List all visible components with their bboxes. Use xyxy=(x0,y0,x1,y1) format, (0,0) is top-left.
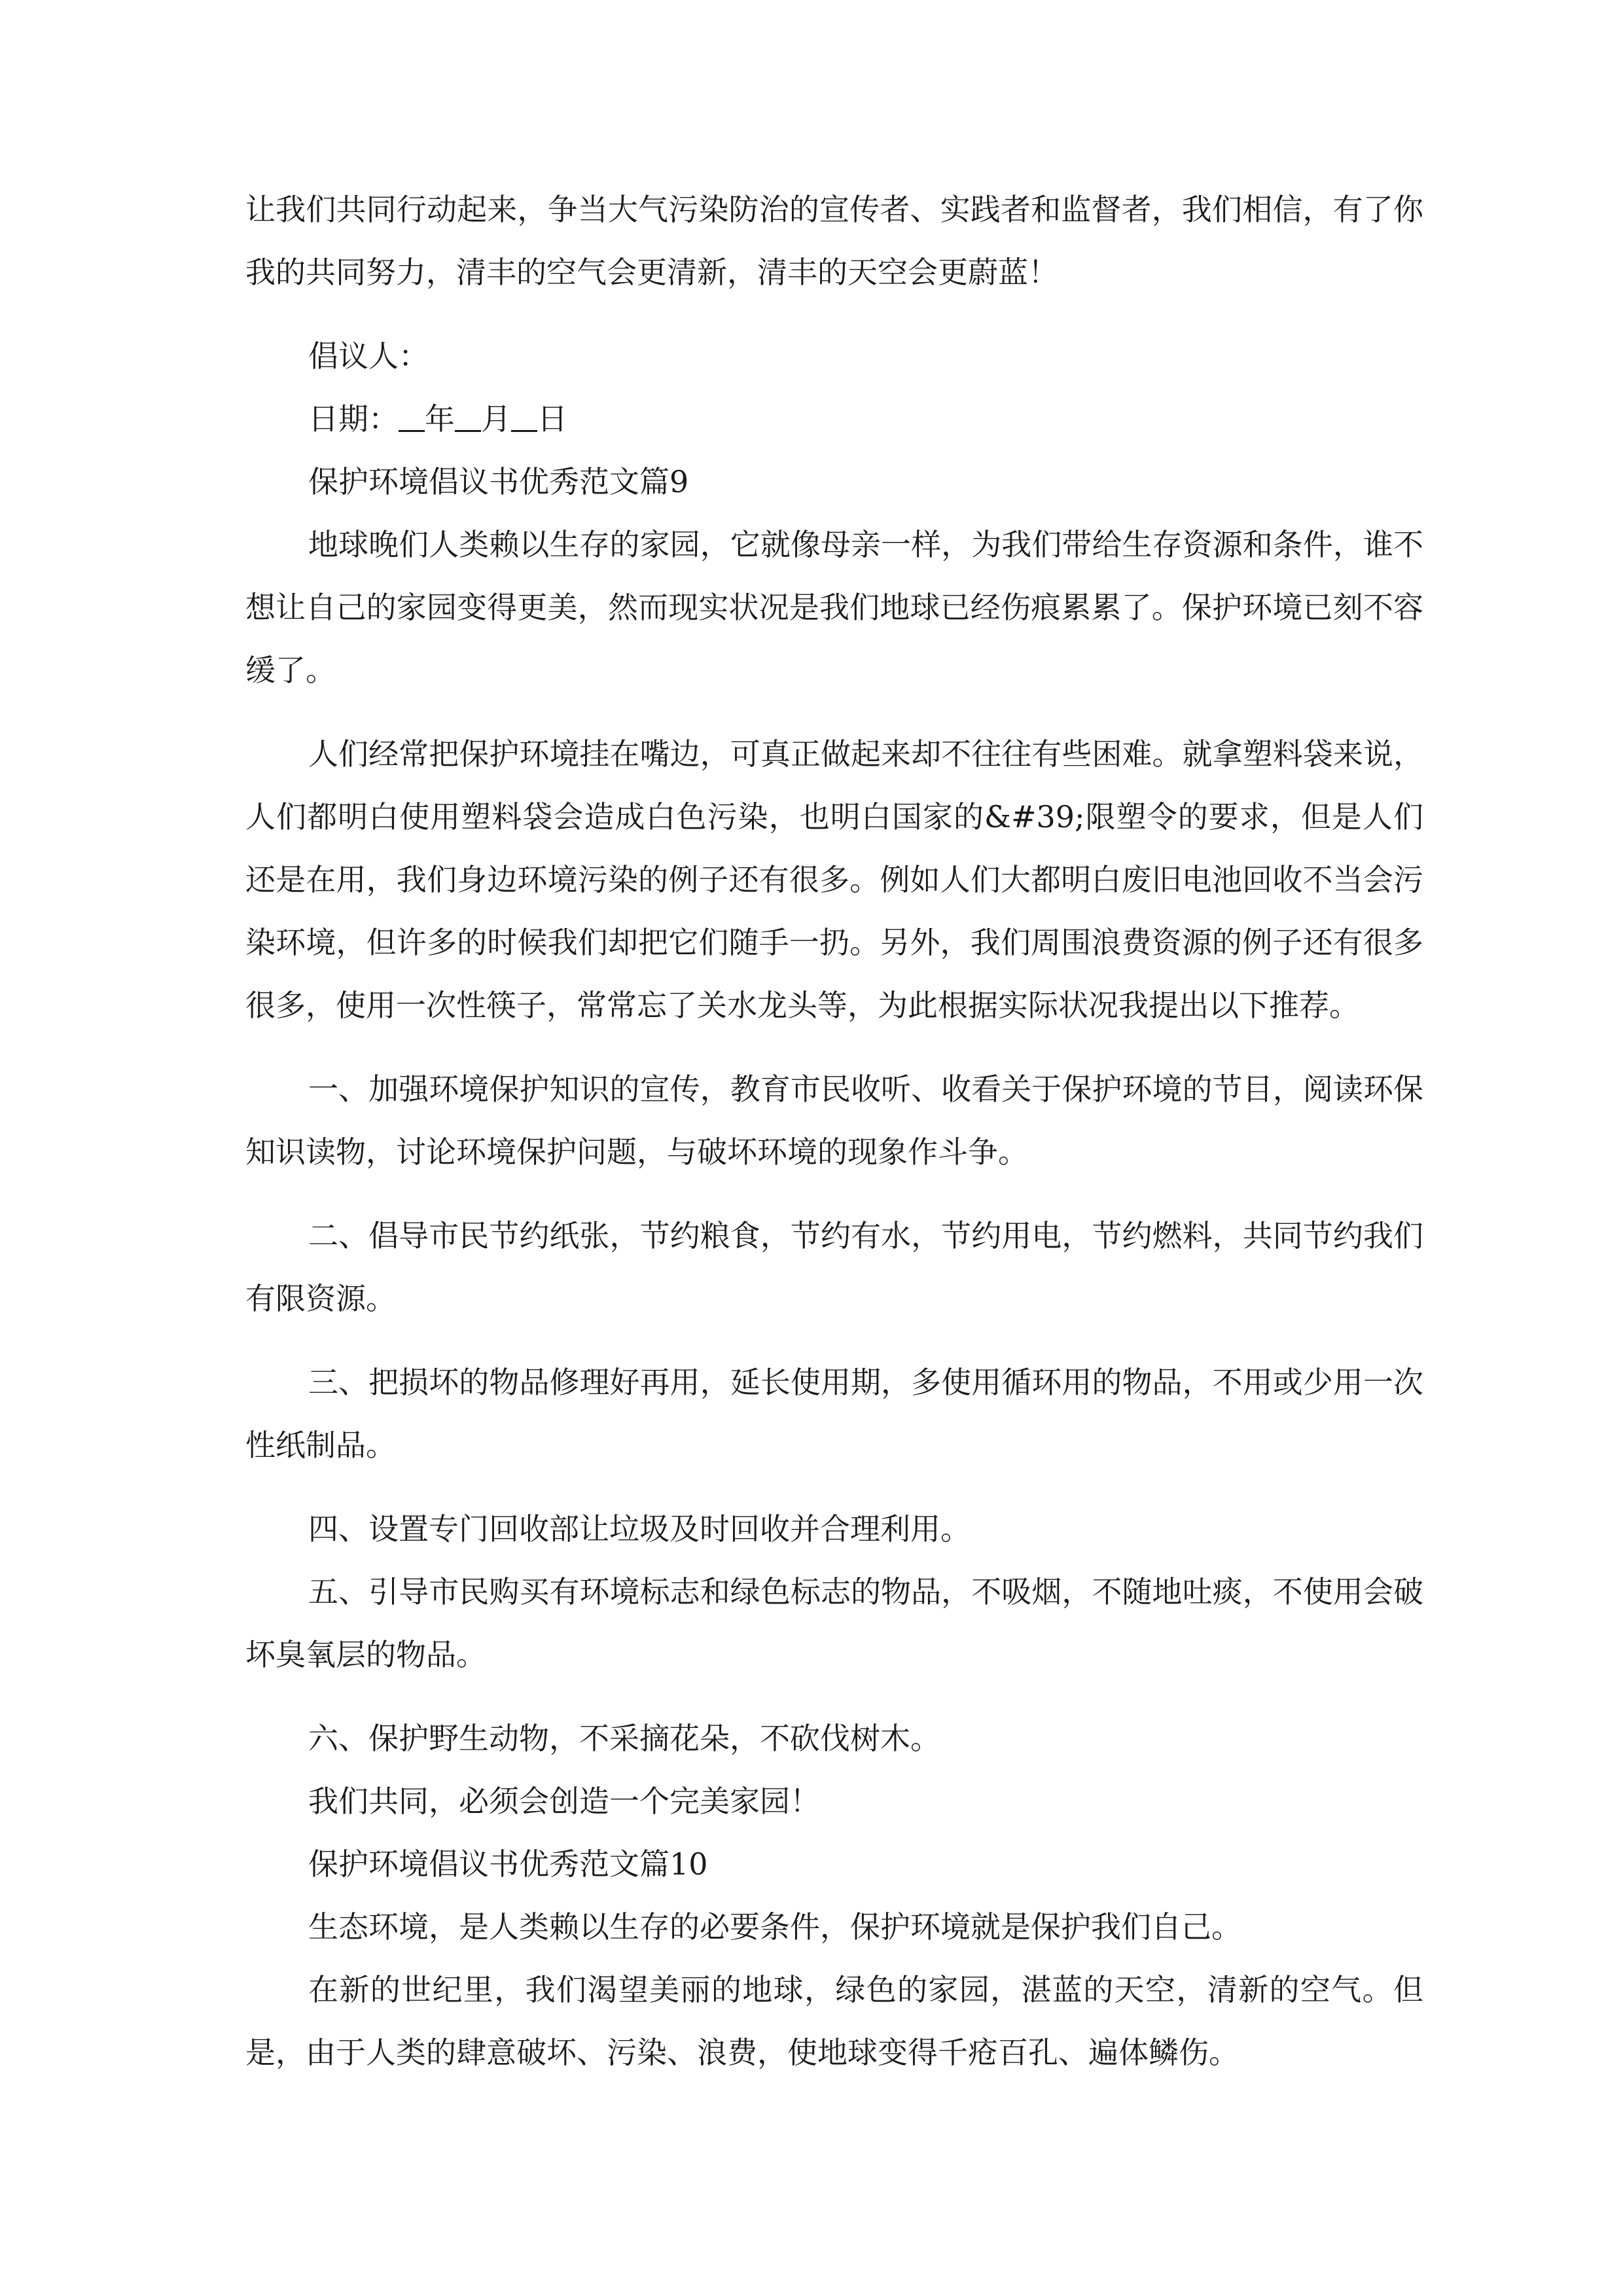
closing-statement: 我们共同，必须会创造一个完美家园！ xyxy=(308,1784,820,1819)
recommendation-6: 六、保护野生动物，不采摘花朵，不砍伐树木。 xyxy=(308,1721,940,1756)
spacer xyxy=(245,702,1423,723)
day-label: 日 xyxy=(537,401,567,437)
paragraph-new-century: 在新的世纪里，我们渴望美丽的地球，绿色的家园，湛蓝的天空，清新的空气。但是，由于人类的肆意破坏、污染、浪费，使地球变得千疮百孔、遍体鳞伤。 xyxy=(245,1972,1423,2070)
paragraph-earth-home: 地球晚们人类赖以生存的家园，它就像母亲一样，为我们带给生存资源和条件，谁不想让自己的家园变得更美，然而现实状况是我们地球已经伤痕累累了。保护环境已刻不容缓了。 xyxy=(245,527,1423,688)
year-label: 年 xyxy=(425,401,455,437)
paragraph-plastic-bags: 人们经常把保护环境挂在嘴边，可真正做起来却不往往有些困难。就拿塑料袋来说，人们都明白使用塑料袋会造成白色污染，也明白国家的&#39;限塑令的要求，但是人们还是在用，我们身边环境污染的例子还有很多。例如人们大都明白废旧电池回收不当会污染环境，但许多的时候我们却把它们随手一扔。另外，我们周围浪费资源的例子还有很多很多，使用一次性筷子，常常忘了关水龙头等，为此根据实际状况我提出以下推荐。 xyxy=(245,736,1423,1023)
year-blank xyxy=(399,404,425,432)
recommendation-5: 五、引导市民购买有环境标志和绿色标志的物品，不吸烟，不随地吐痰，不使用会破坏臭氧层的物品。 xyxy=(245,1574,1423,1672)
recommendation-4: 四、设置专门回收部让垃圾及时回收并合理利用。 xyxy=(308,1511,971,1547)
spacer xyxy=(245,1477,1423,1498)
month-blank xyxy=(455,404,481,432)
month-label: 月 xyxy=(481,401,511,437)
recommendation-1: 一、加强环境保护知识的宣传，教育市民收听、收看关于保护环境的节目，阅读环保知识读物，讨论环境保护问题，与破坏环境的现象作斗争。 xyxy=(245,1071,1423,1170)
section-heading-9: 保护环境倡议书优秀范文篇9 xyxy=(308,464,689,499)
section-heading-10: 保护环境倡议书优秀范文篇10 xyxy=(308,1846,708,1882)
paragraph-call-to-action: 让我们共同行动起来，争当大气污染防治的宣传者、实践者和监督者，我们相信，有了你我的共同努力，清丰的空气会更清新，清丰的天空会更蔚蓝！ xyxy=(245,192,1423,290)
day-blank xyxy=(511,404,537,432)
spacer xyxy=(245,1037,1423,1058)
initiator-label: 倡议人： xyxy=(308,338,429,374)
recommendation-3: 三、把损坏的物品修理好再用，延长使用期，多使用循环用的物品，不用或少用一次性纸制品。 xyxy=(245,1365,1423,1463)
date-line xyxy=(245,387,1423,450)
spacer xyxy=(245,1686,1423,1707)
recommendation-2: 二、倡导市民节约纸张，节约粮食，节约有水，节约用电，节约燃料，共同节约我们有限资源。 xyxy=(245,1218,1423,1316)
spacer xyxy=(245,1330,1423,1351)
date-label: 日期： xyxy=(308,401,399,437)
document-page xyxy=(245,178,1423,2084)
paragraph-ecology: 生态环境，是人类赖以生存的必要条件，保护环境就是保护我们自己。 xyxy=(308,1909,1241,1945)
spacer xyxy=(245,304,1423,325)
spacer xyxy=(245,1183,1423,1204)
